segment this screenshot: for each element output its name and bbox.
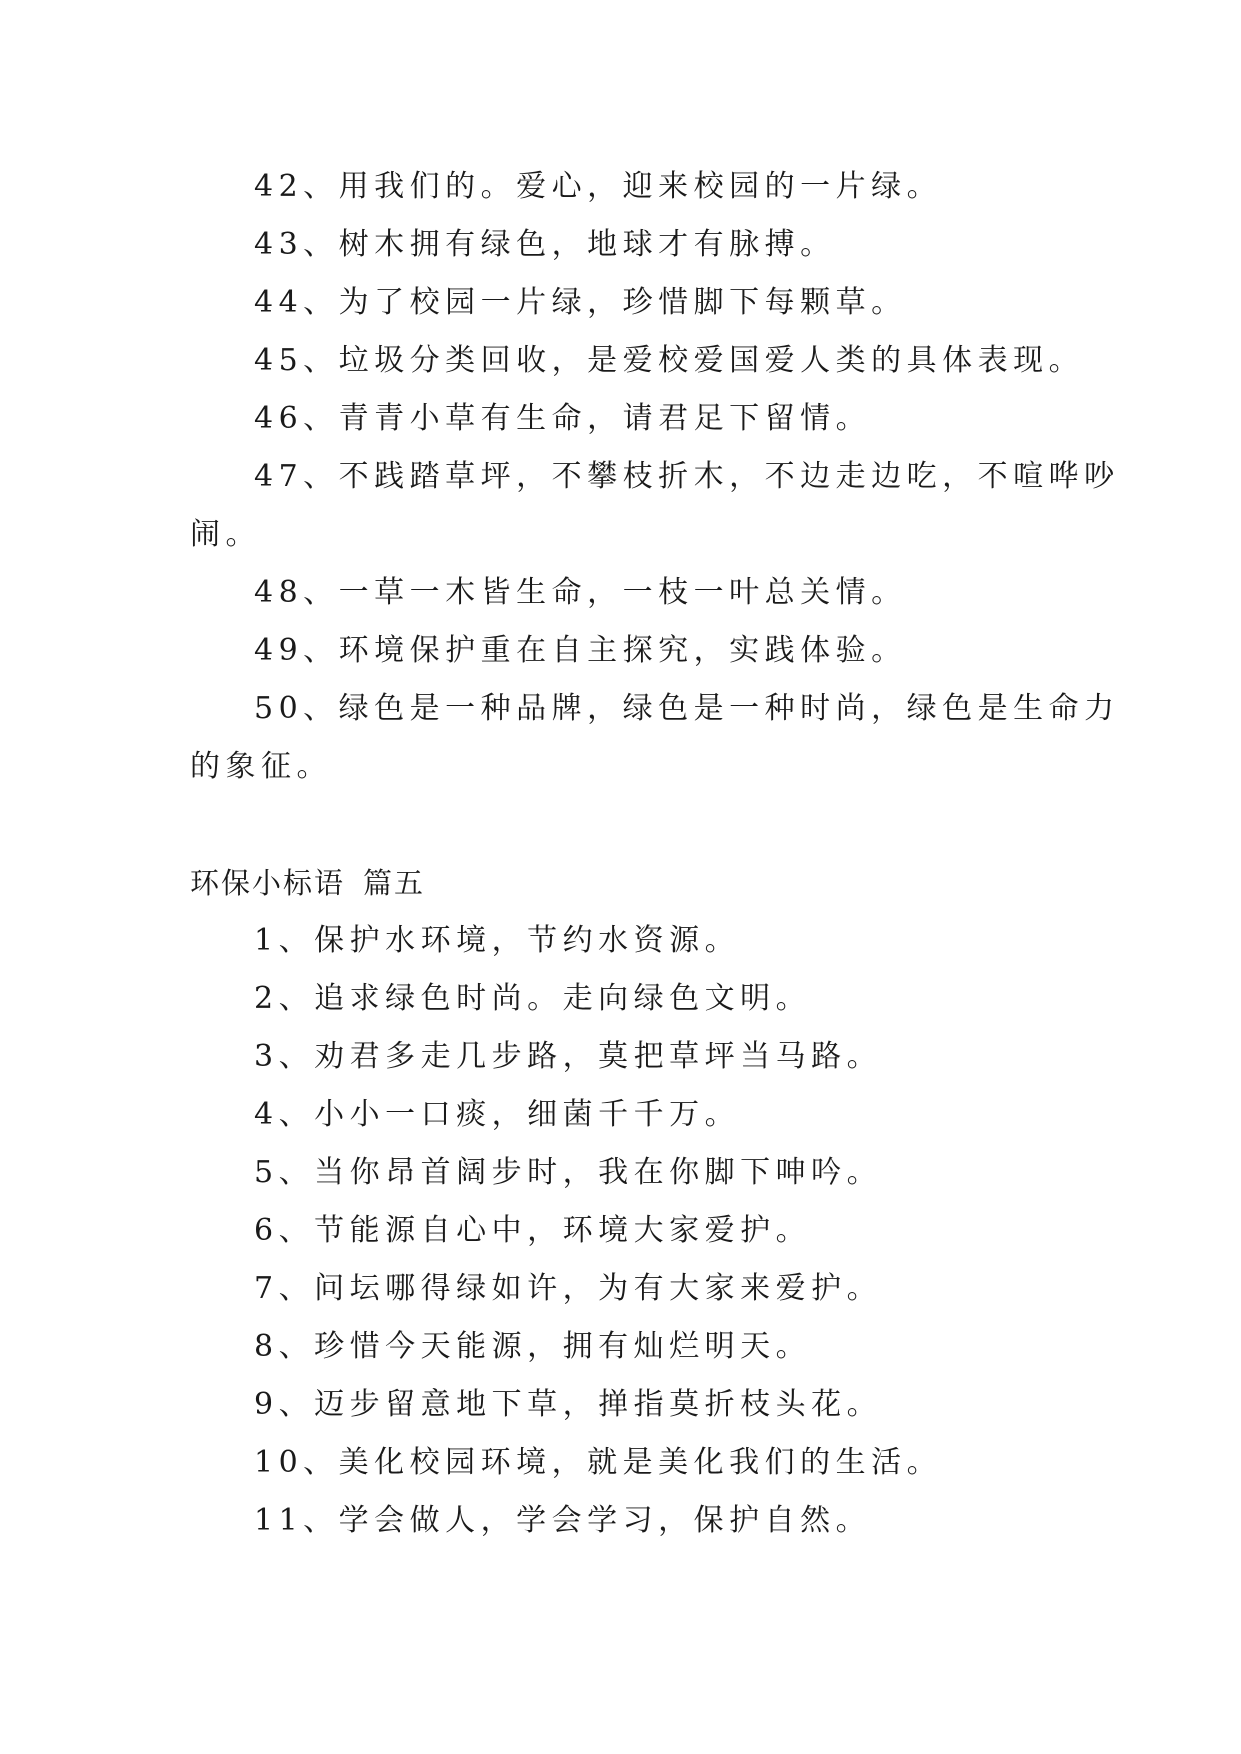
slogan-line: 6、节能源自心中，环境大家爱护。 (254, 1213, 812, 1248)
slogan-line: 45、垃圾分类回收，是爱校爱国爱人类的具体表现。 (254, 343, 1085, 378)
section-spacer (190, 796, 1058, 854)
section-heading (190, 854, 1058, 912)
slogan-line: 47、不践踏草坪，不攀枝折木，不边走边吃，不喧哗吵 (254, 459, 1120, 494)
slogan-line: 7、问坛哪得绿如许，为有大家来爱护。 (254, 1271, 883, 1306)
section-subtitle: 篇五 (363, 866, 426, 900)
slogan-line: 5、当你昂首阔步时，我在你脚下呻吟。 (254, 1155, 883, 1190)
slogan-line: 48、一草一木皆生命，一枝一叶总关情。 (254, 575, 907, 610)
slogan-line: 46、青青小草有生命，请君足下留情。 (254, 401, 872, 436)
slogan-line: 50、绿色是一种品牌，绿色是一种时尚，绿色是生命力 (254, 691, 1120, 726)
slogan-line: 11、学会做人，学会学习，保护自然。 (254, 1503, 872, 1538)
slogan-line: 44、为了校园一片绿，珍惜脚下每颗草。 (254, 285, 907, 320)
slogan-line: 9、迈步留意地下草，掸指莫折枝头花。 (254, 1387, 883, 1422)
slogan-line: 10、美化校园环境，就是美化我们的生活。 (254, 1445, 943, 1480)
slogan-line: 4、小小一口痰，细菌千千万。 (254, 1097, 741, 1132)
document-body (190, 158, 1120, 1550)
slogan-line: 49、环境保护重在自主探究，实践体验。 (254, 633, 907, 668)
slogan-line-continuation: 的象征。 (190, 749, 332, 784)
slogan-line-continuation: 闹。 (190, 517, 261, 552)
section-title: 环保小标语 (190, 866, 346, 900)
slogan-line: 3、劝君多走几步路，莫把草坪当马路。 (254, 1039, 883, 1074)
slogan-line: 2、追求绿色时尚。走向绿色文明。 (254, 981, 812, 1016)
slogan-line: 8、珍惜今天能源，拥有灿烂明天。 (254, 1329, 812, 1364)
slogan-line: 42、用我们的。爱心，迎来校园的一片绿。 (254, 169, 943, 204)
slogan-line: 43、树木拥有绿色，地球才有脉搏。 (254, 227, 836, 262)
slogan-line: 1、保护水环境，节约水资源。 (254, 923, 741, 958)
